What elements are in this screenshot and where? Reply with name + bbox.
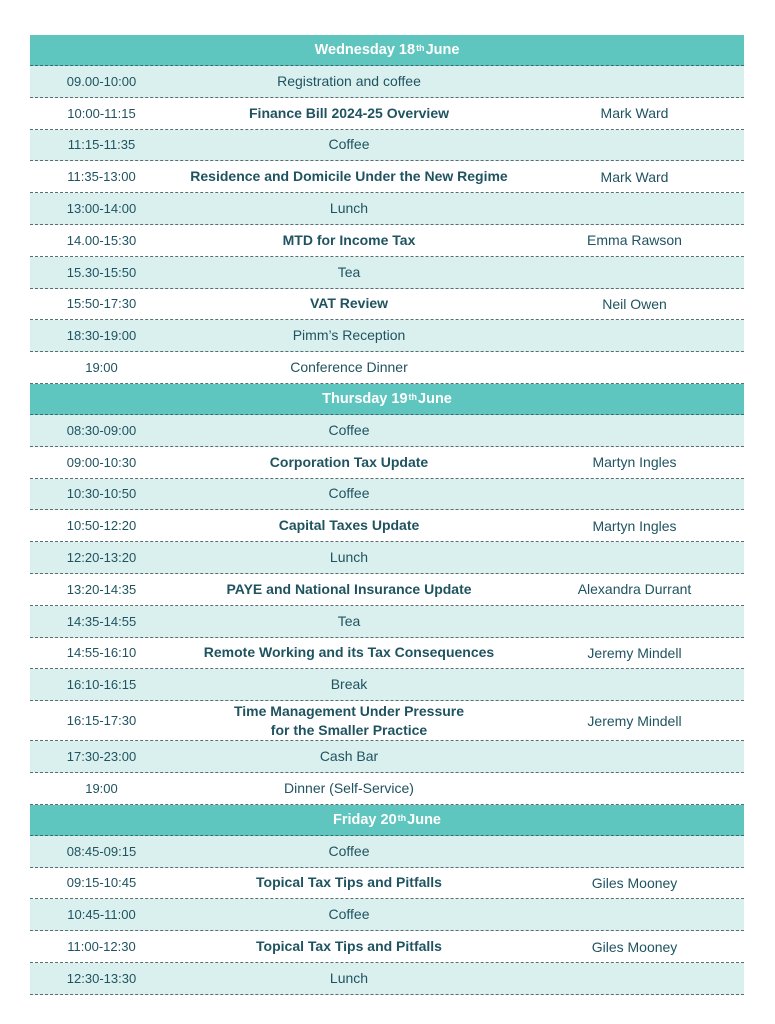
session-speaker: Emma Rawson xyxy=(587,232,682,249)
session-title: Topical Tax Tips and Pitfalls xyxy=(256,874,442,891)
day-month: June xyxy=(407,811,441,828)
schedule-row xyxy=(30,193,744,225)
session-time: 17:30-23:00 xyxy=(66,749,137,765)
schedule-row xyxy=(30,836,744,868)
session-time: 08:45-09:15 xyxy=(66,843,137,859)
session-title: Topical Tax Tips and Pitfalls xyxy=(256,938,442,955)
session-time: 10:45-11:00 xyxy=(67,907,136,923)
schedule-row xyxy=(30,741,744,773)
session-time: 09.00-10:00 xyxy=(66,73,137,89)
session-title: Dinner (Self-Service) xyxy=(284,779,414,796)
schedule-row xyxy=(30,542,744,574)
session-title: Finance Bill 2024-25 Overview xyxy=(249,104,449,121)
session-time: 10:30-10:50 xyxy=(66,486,137,502)
session-time: 09:15-10:45 xyxy=(66,875,137,891)
schedule-row xyxy=(30,352,744,384)
schedule-row xyxy=(30,289,744,321)
day-ordinal: th xyxy=(416,43,425,53)
session-time: 10:50-12:20 xyxy=(66,518,137,534)
session-time: 14:35-14:55 xyxy=(66,613,137,629)
session-time: 15:50-17:30 xyxy=(66,296,137,312)
session-title: Registration and coffee xyxy=(277,72,421,89)
session-title: Break xyxy=(330,676,368,693)
session-time: 14:55-16:10 xyxy=(66,645,137,661)
session-title: Lunch xyxy=(329,969,369,986)
schedule-row xyxy=(30,606,744,638)
session-time: 19:00 xyxy=(85,360,118,376)
conference-schedule xyxy=(30,35,744,995)
session-title: PAYE and National Insurance Update xyxy=(226,580,472,597)
schedule-row xyxy=(30,257,744,289)
session-speaker: Martyn Ingles xyxy=(592,454,677,471)
session-time: 12:20-13:20 xyxy=(66,550,137,566)
session-title: Corporation Tax Update xyxy=(269,453,429,470)
schedule-row xyxy=(30,574,744,606)
day-name: Thursday 19 xyxy=(322,390,408,407)
session-title: Pimm’s Reception xyxy=(292,327,406,344)
day-name: Friday 20 xyxy=(332,811,397,828)
session-time: 19:00 xyxy=(85,780,118,796)
schedule-row xyxy=(30,66,744,98)
session-title: Remote Working and its Tax Consequences xyxy=(203,644,495,661)
session-time: 11:15-11:35 xyxy=(67,137,136,153)
schedule-row xyxy=(30,638,744,670)
schedule-row xyxy=(30,98,744,130)
session-title: VAT Review xyxy=(309,295,389,312)
session-speaker: Martyn Ingles xyxy=(592,517,677,534)
session-speaker: Alexandra Durrant xyxy=(577,581,692,598)
session-title: Coffee xyxy=(328,485,370,502)
day-header xyxy=(30,384,744,415)
session-speaker: Giles Mooney xyxy=(591,874,678,891)
session-title: Capital Taxes Update xyxy=(278,517,420,534)
schedule-row xyxy=(30,868,744,900)
session-time: 13:20-14:35 xyxy=(66,581,137,597)
schedule-row xyxy=(30,931,744,963)
schedule-row xyxy=(30,773,744,805)
session-speaker: Jeremy Mindell xyxy=(587,712,682,729)
session-title: Coffee xyxy=(328,906,370,923)
schedule-row xyxy=(30,161,744,193)
day-month: June xyxy=(425,42,460,58)
schedule-row xyxy=(30,130,744,162)
session-title: Time Management Under Pressure for the Smaller Practice xyxy=(233,702,465,738)
session-speaker: Jeremy Mindell xyxy=(587,644,682,661)
day-ordinal: th xyxy=(397,812,407,823)
session-time: 11:00-12:30 xyxy=(67,939,136,955)
schedule-row xyxy=(30,479,744,511)
session-speaker: Giles Mooney xyxy=(591,938,678,955)
session-speaker: Mark Ward xyxy=(600,105,669,122)
session-speaker: Neil Owen xyxy=(602,295,667,312)
schedule-row xyxy=(30,415,744,447)
day-header xyxy=(30,805,744,836)
session-title: Cash Bar xyxy=(319,748,379,765)
session-title: Lunch xyxy=(329,549,369,566)
day-header xyxy=(30,35,744,66)
session-time: 10:00-11:15 xyxy=(67,105,136,121)
session-title: MTD for Income Tax xyxy=(282,231,416,248)
session-time: 09:00-10:30 xyxy=(66,454,137,470)
schedule-row xyxy=(30,701,744,741)
session-time: 11:35-13:00 xyxy=(67,169,136,185)
day-ordinal: th xyxy=(408,391,418,402)
session-time: 16:15-17:30 xyxy=(66,713,137,729)
day-month: June xyxy=(418,390,452,407)
schedule-row xyxy=(30,510,744,542)
session-title: Coffee xyxy=(328,421,370,438)
session-time: 12:30-13:30 xyxy=(66,970,137,986)
session-time: 16:10-16:15 xyxy=(66,677,137,693)
session-title: Coffee xyxy=(328,136,370,153)
session-title: Residence and Domicile Under the New Regime xyxy=(190,168,508,185)
session-title: Tea xyxy=(337,263,361,280)
session-time: 13:00-14:00 xyxy=(66,201,137,217)
day-name: Wednesday 18 xyxy=(314,42,416,58)
schedule-row xyxy=(30,225,744,257)
session-time: 08:30-09:00 xyxy=(66,422,137,438)
schedule-row xyxy=(30,963,744,995)
schedule-row xyxy=(30,669,744,701)
session-time: 15.30-15:50 xyxy=(66,264,137,280)
session-speaker: Mark Ward xyxy=(600,168,669,185)
session-time: 14.00-15:30 xyxy=(66,232,137,248)
session-time: 18:30-19:00 xyxy=(66,328,137,344)
schedule-row xyxy=(30,899,744,931)
session-title: Conference Dinner xyxy=(290,359,408,376)
schedule-row xyxy=(30,320,744,352)
schedule-row xyxy=(30,447,744,479)
session-title: Lunch xyxy=(329,200,369,217)
session-title: Tea xyxy=(337,612,361,629)
session-title: Coffee xyxy=(328,842,370,859)
